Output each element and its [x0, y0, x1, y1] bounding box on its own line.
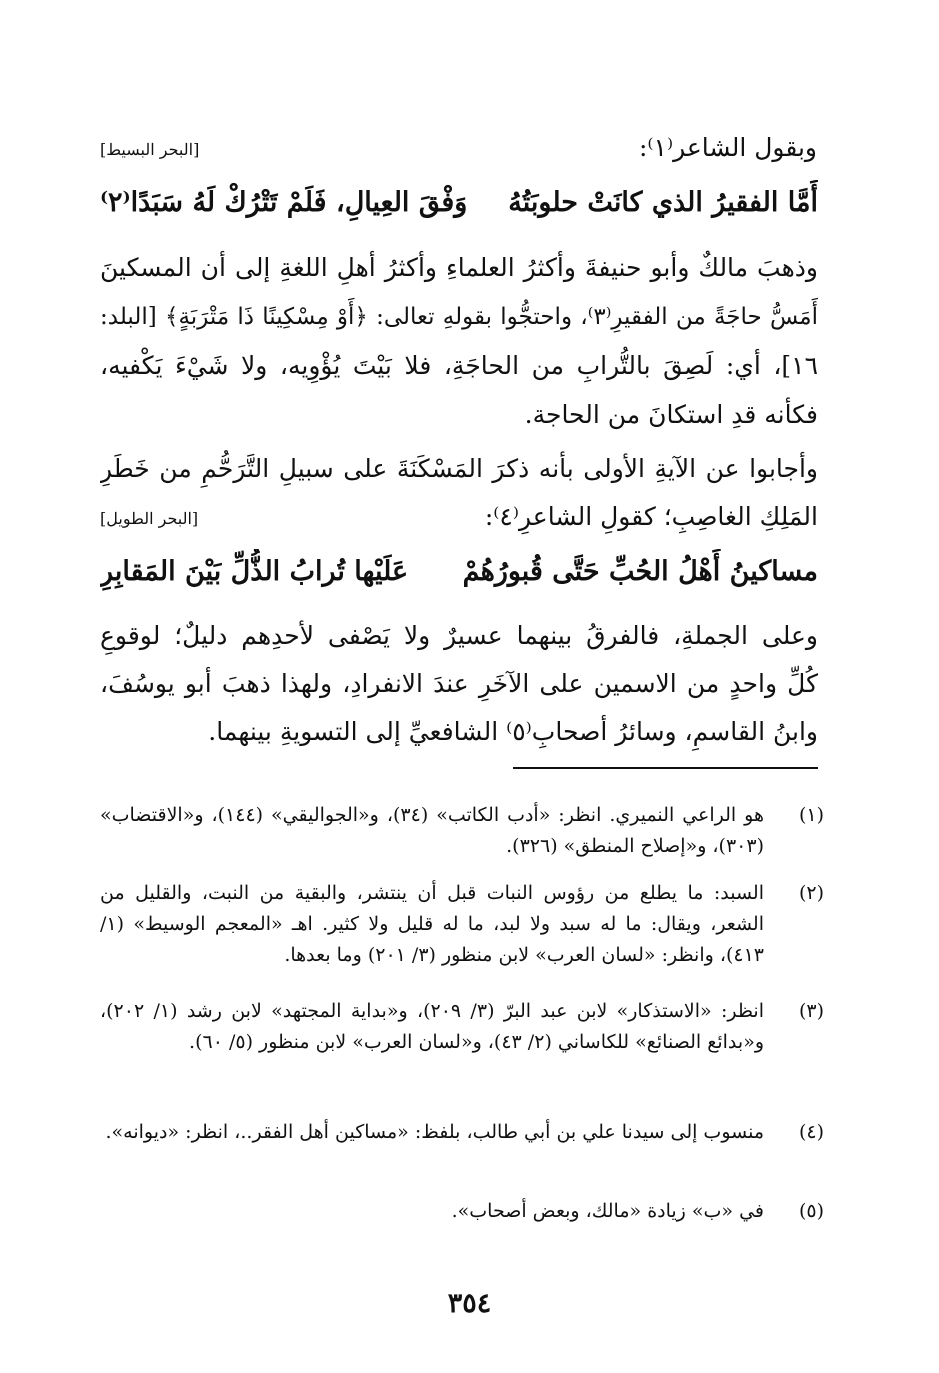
footnote	[100, 800, 824, 862]
footnote-separator	[513, 767, 818, 769]
footnote-number: (٥)	[798, 1200, 824, 1222]
body-line: فكأنه قدِ استكانَ من الحاجة.	[524, 400, 818, 429]
verse-hemistich-first: أَمَّا الفقيرُ الذي كانَتْ حلوبَتُهُ	[508, 187, 818, 218]
body-line: وابنُ القاسمِ، وسائرُ أصحابِ⁽٥⁾ الشافعيِّ إلى التسويةِ بينهما.	[208, 717, 818, 746]
footnote-number: (١)	[798, 804, 824, 826]
footnote-text: في «ب» زيادة «مالك، وبعض أصحاب».	[451, 1200, 764, 1222]
footnote-number: (٤)	[798, 1121, 824, 1143]
footnote-text: انظر: «الاستذكار» لابن عبد البرّ (٣/ ٢٠٩)، و«بداية المجتهد» لابن رشد (١/ ٢٠٢)، و«بدائع الصنائع» للكاساني (٢/ ٤٣)، و«لسان العرب» لابن منظور (٥/ ٦٠).	[100, 1000, 764, 1053]
footnote-text: هو الراعي النميري. انظر: «أدب الكاتب» (٣٤)، و«الجواليقي» (١٤٤)، و«الاقتضاب» (٣٠٣)، و«إصلاح المنطق» (٣٢٦).	[100, 804, 765, 857]
poem-verse	[100, 549, 818, 595]
footnote-text: السبد: ما يطلع من رؤوس النبات قبل أن ينتشر، والبقية من النبت، والقليل من الشعر، ويقال: ما له سبد ولا لبد، ما له قليل ولا كثير. اهـ «المعجم الوسيط» (١/ ٤١٣)، وانظر: «لسان العرب» لابن منظور (٣/ ٢٠١) وما بعدها.	[100, 882, 764, 966]
verse-hemistich-first: مساكينُ أَهْلُ الحُبِّ حَتَّى قُبورُهُمْ	[462, 556, 818, 587]
meter-label-basit: [البحر البسيط]	[100, 140, 200, 159]
body-line: وعلى الجملةِ، فالفرقُ بينهما عسيرٌ ولا يَصْفى لأحدِهم دليلٌ؛ لوقوعِ	[100, 621, 818, 650]
body-line: كُلِّ واحدٍ من الاسمين على الآخَرِ عندَ الانفرادِ، ولهذا ذهبَ أبو يوسُفَ،	[100, 669, 818, 698]
meter-label-tawil: [البحر الطويل]	[100, 509, 199, 528]
footnote-number: (٢)	[798, 882, 824, 904]
poem-intro: وبقول الشاعر⁽١⁾:	[638, 133, 817, 162]
poem-verse	[100, 180, 818, 226]
page-number: ٣٥٤	[447, 1288, 492, 1319]
footnote	[100, 878, 824, 971]
footnote	[100, 996, 824, 1058]
footnote-number: (٣)	[798, 1000, 824, 1022]
poem-intro: المَلِكِ الغاصِبِ؛ كقولِ الشاعرِ⁽٤⁾:	[484, 502, 818, 531]
body-line: وأجابوا عن الآيةِ الأولى بأنه ذكرَ المَسْكَنَةَ على سبيلِ التَّرَحُّمِ من خَطَرِ	[100, 454, 818, 483]
footnote	[100, 1196, 824, 1227]
body-line: ١٦]، أي: لَصِقَ بالتُّرابِ من الحاجَةِ، فلا بَيْتَ يُؤْوِيه، ولا شَيْءَ يَكْفيه،	[100, 351, 818, 380]
footnote-text: منسوب إلى سيدنا علي بن أبي طالب، بلفظ: «مساكين أهل الفقر..، انظر: «ديوانه».	[105, 1121, 764, 1143]
body-line: وذهبَ مالكٌ وأبو حنيفةَ وأكثرُ العلماءِ وأكثرُ أهلِ اللغةِ إلى أن المسكينَ	[100, 253, 818, 282]
body-line: أَمَسُّ حاجَةً من الفقيرِ⁽٣⁾، واحتجُّوا بقولهِ تعالى: ﴿أَوْ مِسْكِينًا ذَا مَتْرَبَةٍ﴾ [البلد:	[100, 304, 818, 330]
footnote	[100, 1117, 824, 1148]
verse-hemistich-second: عَلَيْها تُرابُ الذُّلِّ بَيْنَ المَقابِرِ	[100, 556, 409, 587]
verse-hemistich-second: وَفْقَ العِيالِ، فَلَمْ تَتْرُكْ لَهُ سَبَدًا⁽٢⁾	[100, 187, 468, 218]
